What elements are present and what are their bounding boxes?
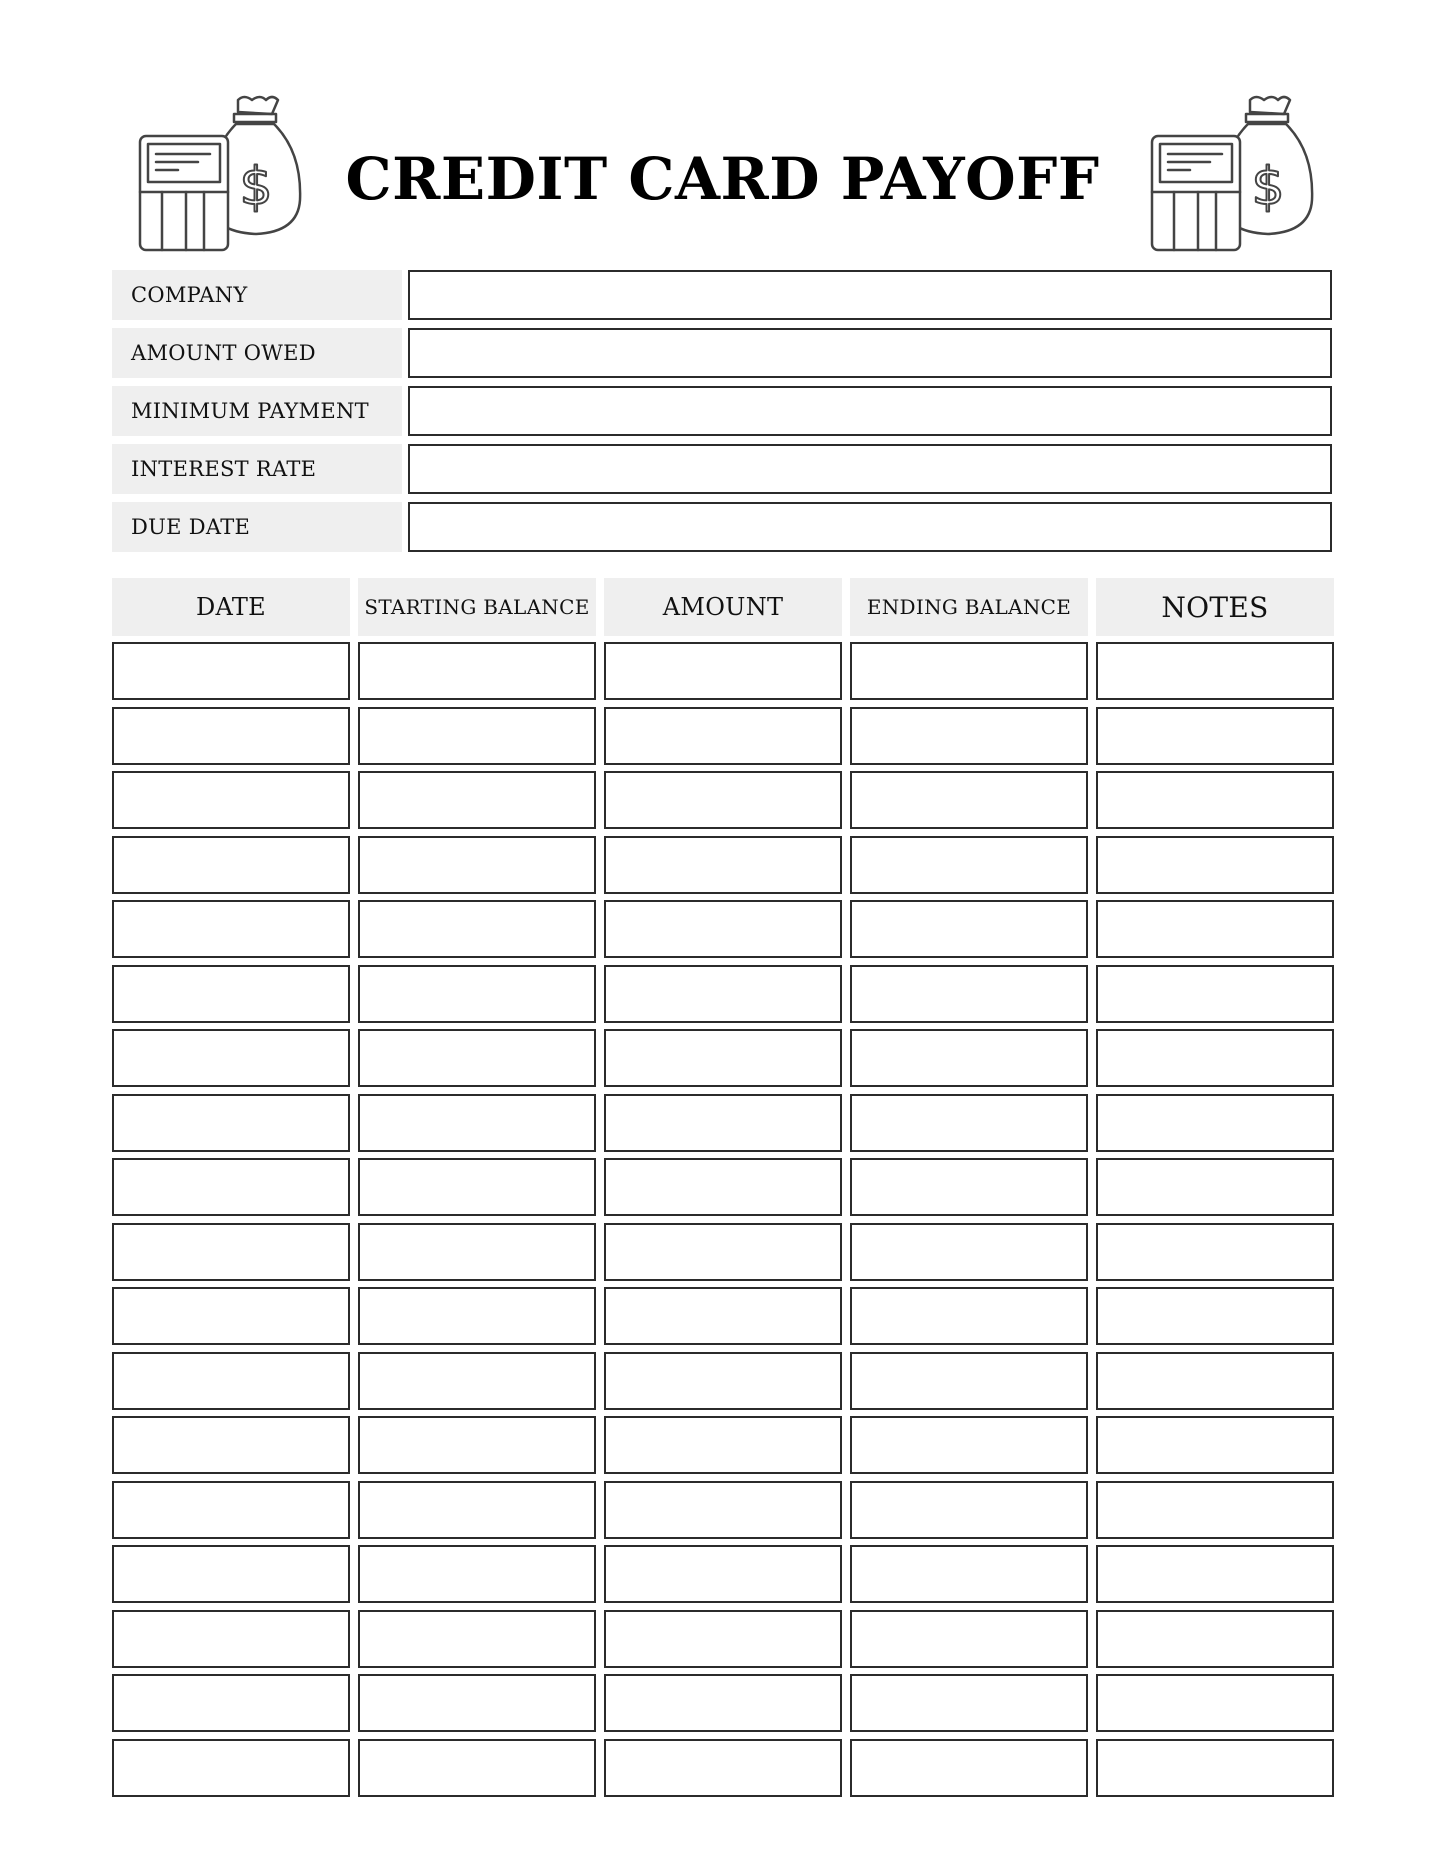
- ending-balance-cell[interactable]: [850, 1352, 1088, 1410]
- starting-balance-cell[interactable]: [358, 1739, 596, 1797]
- ending-balance-cell[interactable]: [850, 1223, 1088, 1281]
- date-cell[interactable]: [112, 965, 350, 1023]
- ending-balance-cell[interactable]: [850, 1739, 1088, 1797]
- table-row: [112, 1739, 1334, 1797]
- table-row: [112, 1158, 1334, 1216]
- interest-rate-label: INTEREST RATE: [112, 444, 402, 494]
- info-row-company: [112, 270, 1332, 320]
- column-header-starting-balance: STARTING BALANCE: [358, 578, 596, 636]
- company-label: COMPANY: [112, 270, 402, 320]
- interest-rate-field[interactable]: [408, 444, 1332, 494]
- notes-cell[interactable]: [1096, 1545, 1334, 1603]
- table-row: [112, 1223, 1334, 1281]
- amount-cell[interactable]: [604, 1739, 842, 1797]
- svg-text:$: $: [239, 157, 273, 217]
- table-row: [112, 1029, 1334, 1087]
- table-row: [112, 1352, 1334, 1410]
- notes-cell[interactable]: [1096, 965, 1334, 1023]
- table-body: [112, 642, 1334, 1797]
- column-header-amount: AMOUNT: [604, 578, 842, 636]
- amount-owed-field[interactable]: [408, 328, 1332, 378]
- ending-balance-cell[interactable]: [850, 707, 1088, 765]
- table-row: [112, 1610, 1334, 1668]
- date-cell[interactable]: [112, 836, 350, 894]
- notes-cell[interactable]: [1096, 900, 1334, 958]
- due-date-field[interactable]: [408, 502, 1332, 552]
- column-header-ending-balance: ENDING BALANCE: [850, 578, 1088, 636]
- notes-cell[interactable]: [1096, 836, 1334, 894]
- svg-text:$: $: [1251, 157, 1285, 217]
- date-cell[interactable]: [112, 1674, 350, 1732]
- amount-cell[interactable]: [604, 771, 842, 829]
- date-cell[interactable]: [112, 1223, 350, 1281]
- notes-cell[interactable]: [1096, 1094, 1334, 1152]
- ending-balance-cell[interactable]: [850, 900, 1088, 958]
- table-header: [112, 578, 1334, 636]
- table-row: [112, 1416, 1334, 1474]
- starting-balance-cell[interactable]: [358, 642, 596, 700]
- ending-balance-cell[interactable]: [850, 1158, 1088, 1216]
- starting-balance-cell[interactable]: [358, 900, 596, 958]
- starting-balance-cell[interactable]: [358, 1352, 596, 1410]
- notes-cell[interactable]: [1096, 1287, 1334, 1345]
- notes-cell[interactable]: [1096, 1158, 1334, 1216]
- starting-balance-cell[interactable]: [358, 1545, 596, 1603]
- amount-cell[interactable]: [604, 1352, 842, 1410]
- date-cell[interactable]: [112, 1287, 350, 1345]
- ending-balance-cell[interactable]: [850, 642, 1088, 700]
- table-row: [112, 1674, 1334, 1732]
- ending-balance-cell[interactable]: [850, 1481, 1088, 1539]
- table-row: [112, 900, 1334, 958]
- amount-cell[interactable]: [604, 1287, 842, 1345]
- amount-cell[interactable]: [604, 1610, 842, 1668]
- notes-cell[interactable]: [1096, 1352, 1334, 1410]
- notes-cell[interactable]: [1096, 1674, 1334, 1732]
- ending-balance-cell[interactable]: [850, 836, 1088, 894]
- ending-balance-cell[interactable]: [850, 965, 1088, 1023]
- page-header: [0, 0, 1445, 260]
- date-cell[interactable]: [112, 642, 350, 700]
- column-header-date: DATE: [112, 578, 350, 636]
- date-cell[interactable]: [112, 1610, 350, 1668]
- starting-balance-cell[interactable]: [358, 1610, 596, 1668]
- table-row: [112, 1094, 1334, 1152]
- ending-balance-cell[interactable]: [850, 1029, 1088, 1087]
- amount-cell[interactable]: [604, 1094, 842, 1152]
- payment-log-table: [112, 578, 1334, 1803]
- notes-cell[interactable]: [1096, 1739, 1334, 1797]
- amount-cell[interactable]: [604, 642, 842, 700]
- amount-cell[interactable]: [604, 1223, 842, 1281]
- notes-cell[interactable]: [1096, 1029, 1334, 1087]
- ending-balance-cell[interactable]: [850, 1674, 1088, 1732]
- date-cell[interactable]: [112, 1094, 350, 1152]
- ending-balance-cell[interactable]: [850, 1610, 1088, 1668]
- date-cell[interactable]: [112, 1481, 350, 1539]
- table-row: [112, 836, 1334, 894]
- date-cell[interactable]: [112, 1416, 350, 1474]
- page-title: CREDIT CARD PAYOFF: [345, 145, 1100, 213]
- starting-balance-cell[interactable]: [358, 965, 596, 1023]
- info-row-amount-owed: [112, 328, 1332, 378]
- date-cell[interactable]: [112, 1739, 350, 1797]
- date-cell[interactable]: [112, 1545, 350, 1603]
- info-row-interest-rate: [112, 444, 1332, 494]
- table-row: [112, 1481, 1334, 1539]
- table-row: [112, 771, 1334, 829]
- notes-cell[interactable]: [1096, 1223, 1334, 1281]
- amount-cell[interactable]: [604, 900, 842, 958]
- column-header-notes: NOTES: [1096, 578, 1334, 636]
- date-cell[interactable]: [112, 900, 350, 958]
- info-row-minimum-payment: [112, 386, 1332, 436]
- card-info-section: [112, 270, 1332, 560]
- notes-cell[interactable]: [1096, 642, 1334, 700]
- starting-balance-cell[interactable]: [358, 1674, 596, 1732]
- starting-balance-cell[interactable]: [358, 1481, 596, 1539]
- starting-balance-cell[interactable]: [358, 1158, 596, 1216]
- starting-balance-cell[interactable]: [358, 1287, 596, 1345]
- ending-balance-cell[interactable]: [850, 1545, 1088, 1603]
- ending-balance-cell[interactable]: [850, 1094, 1088, 1152]
- date-cell[interactable]: [112, 1029, 350, 1087]
- amount-cell[interactable]: [604, 707, 842, 765]
- date-cell[interactable]: [112, 1158, 350, 1216]
- amount-cell[interactable]: [604, 965, 842, 1023]
- amount-cell[interactable]: [604, 1158, 842, 1216]
- amount-cell[interactable]: [604, 836, 842, 894]
- amount-cell[interactable]: [604, 1674, 842, 1732]
- notes-cell[interactable]: [1096, 1416, 1334, 1474]
- notes-cell[interactable]: [1096, 707, 1334, 765]
- ending-balance-cell[interactable]: [850, 1287, 1088, 1345]
- notes-cell[interactable]: [1096, 1481, 1334, 1539]
- amount-cell[interactable]: [604, 1481, 842, 1539]
- minimum-payment-field[interactable]: [408, 386, 1332, 436]
- due-date-label: DUE DATE: [112, 502, 402, 552]
- info-row-due-date: [112, 502, 1332, 552]
- starting-balance-cell[interactable]: [358, 1029, 596, 1087]
- starting-balance-cell[interactable]: [358, 836, 596, 894]
- amount-cell[interactable]: [604, 1545, 842, 1603]
- starting-balance-cell[interactable]: [358, 707, 596, 765]
- table-row: [112, 707, 1334, 765]
- notes-cell[interactable]: [1096, 1610, 1334, 1668]
- minimum-payment-label: MINIMUM PAYMENT: [112, 386, 402, 436]
- ending-balance-cell[interactable]: [850, 1416, 1088, 1474]
- amount-owed-label: AMOUNT OWED: [112, 328, 402, 378]
- starting-balance-cell[interactable]: [358, 1416, 596, 1474]
- date-cell[interactable]: [112, 1352, 350, 1410]
- starting-balance-cell[interactable]: [358, 1223, 596, 1281]
- table-row: [112, 965, 1334, 1023]
- date-cell[interactable]: [112, 707, 350, 765]
- ending-balance-cell[interactable]: [850, 771, 1088, 829]
- amount-cell[interactable]: [604, 1416, 842, 1474]
- amount-cell[interactable]: [604, 1029, 842, 1087]
- table-row: [112, 642, 1334, 700]
- notes-cell[interactable]: [1096, 771, 1334, 829]
- date-cell[interactable]: [112, 771, 350, 829]
- card-terminal-money-bag-icon: [138, 92, 308, 254]
- table-row: [112, 1545, 1334, 1603]
- starting-balance-cell[interactable]: [358, 771, 596, 829]
- card-terminal-money-bag-icon: [1150, 92, 1320, 254]
- table-row: [112, 1287, 1334, 1345]
- company-field[interactable]: [408, 270, 1332, 320]
- starting-balance-cell[interactable]: [358, 1094, 596, 1152]
